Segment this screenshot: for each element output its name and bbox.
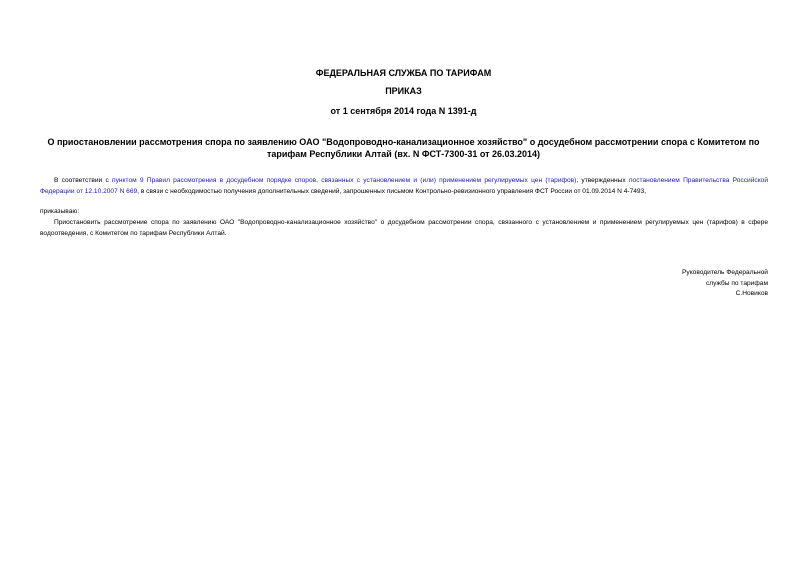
signature-name: С.Новиков xyxy=(735,290,768,298)
document-date-number: от 1 сентября 2014 года N 1391-д xyxy=(330,106,477,116)
agency-title: ФЕДЕРАЛЬНАЯ СЛУЖБА ПО ТАРИФАМ xyxy=(315,68,492,78)
document-subject xyxy=(40,136,767,160)
preamble-text-3: , в связи с необходимостью получения дополнительных сведений, запрошенных письмом Контрольно-ревизионного управления ФСТ России от 01.09.2014 N 4-7493, xyxy=(137,187,647,195)
signature-position-line-1: Руководитель Федеральной xyxy=(682,269,768,276)
subject-line-1: О приостановлении рассмотрения спора по заявлению ОАО "Водопроводно-канализационное хозяйство" о досудебном рассмотрении спора с Комитетом по xyxy=(47,137,760,147)
order-word: приказываю: xyxy=(40,208,80,215)
preamble-text-1: В соответствии с xyxy=(54,177,113,184)
signature-block xyxy=(568,268,768,300)
government-decree-link[interactable]: постановлением Правительства Российской Федерации от 12.10.2007 N 669 xyxy=(40,177,769,195)
preamble-text-2: , утвержденных xyxy=(576,177,629,184)
subject-line-2: тарифам Республики Алтай (вх. N ФСТ-7300-31 от 26.03.2014) xyxy=(266,149,541,159)
preamble-paragraph xyxy=(40,176,768,197)
signature-position-line-2: службы по тарифам xyxy=(705,279,768,287)
rules-point-9-link[interactable]: пунктом 9 Правил рассмотрения в досудебном порядке споров, связанных с установлением и (или) применением регулируемых цен (тарифов) xyxy=(112,177,577,184)
order-paragraph: Приостановить рассмотрение спора по заявлению ОАО "Водопроводно-канализационное хозяйство" о досудебном рассмотрении спора, связанного с установлением и применением регулируемых цен (тарифов) в сфере водоотведения, с Комитетом по тарифам Республики Алтай. xyxy=(40,219,768,237)
document-type: ПРИКАЗ xyxy=(385,86,422,96)
